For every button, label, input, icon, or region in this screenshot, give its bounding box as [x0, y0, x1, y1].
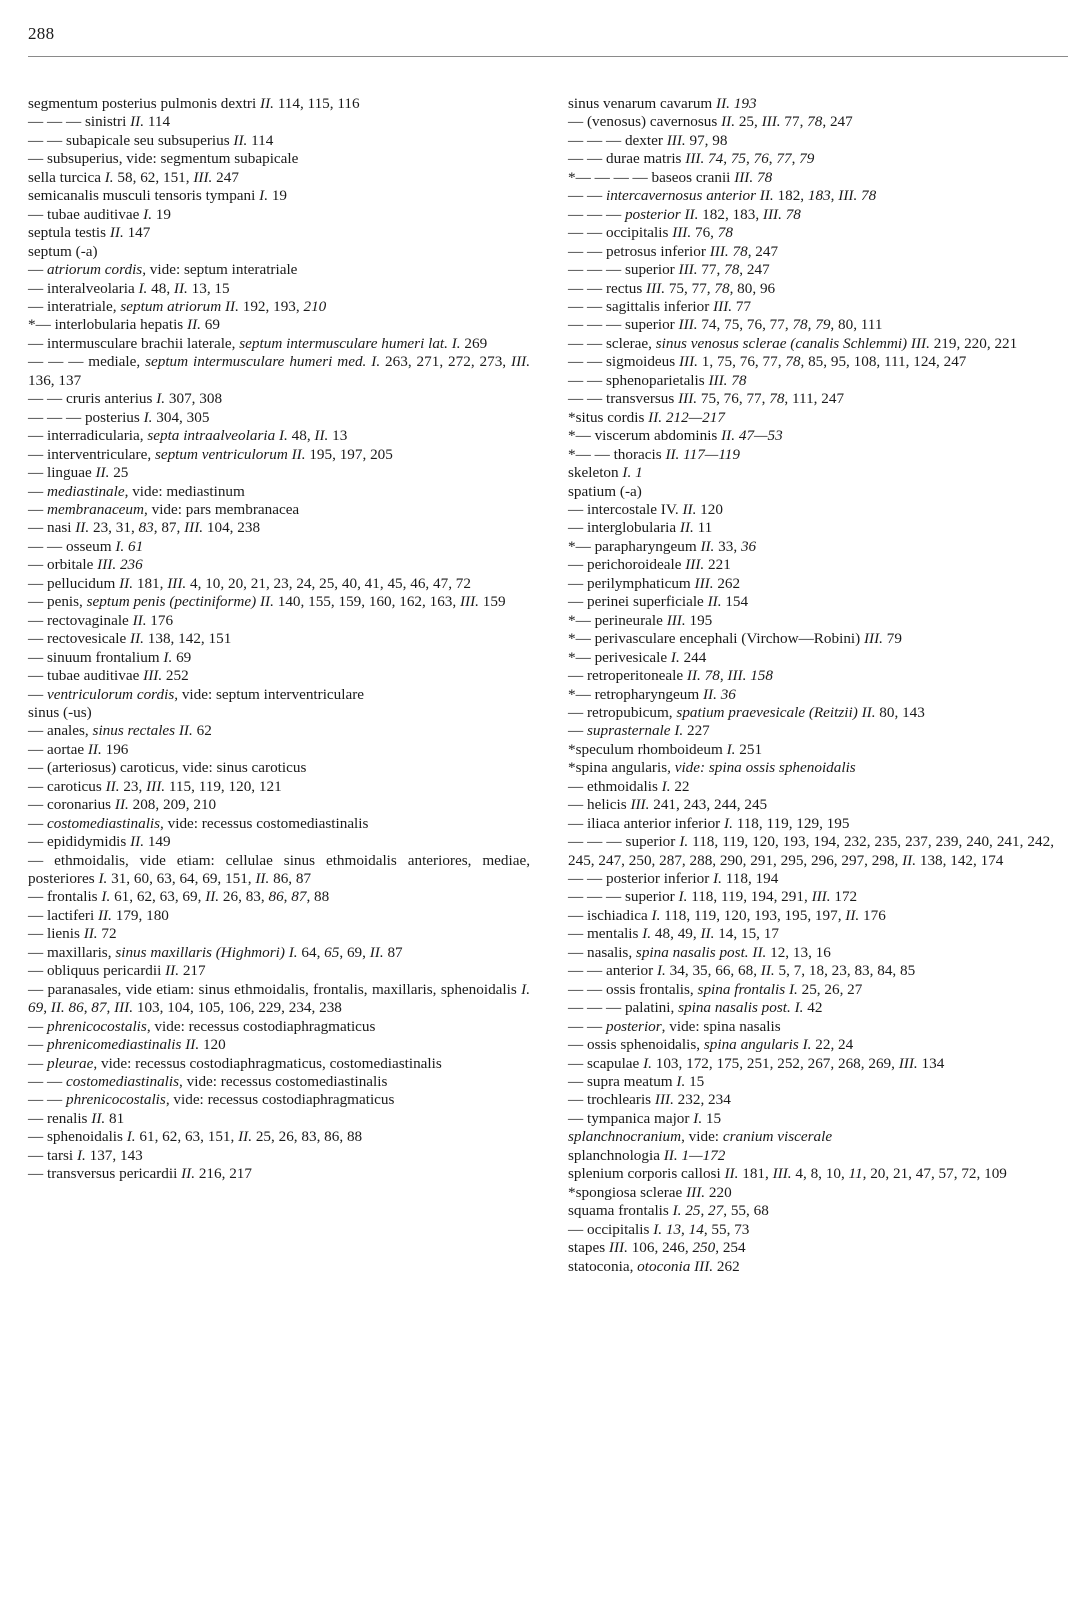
- index-entry: — subsuperius, vide: segmentum subapicale: [28, 150, 299, 168]
- index-entry: — interventriculare, septum ventriculorum II. 195, 197, 205: [28, 445, 393, 463]
- index-entry: — lactiferi II. 179, 180: [28, 906, 169, 924]
- index-entry: — rectovesicale II. 138, 142, 151: [28, 630, 232, 648]
- index-entry: — ethmoidalis I. 22: [568, 777, 690, 795]
- index-entry: *speculum rhomboideum I. 251: [568, 740, 763, 758]
- index-entry: *— perivasculare encephali (Virchow—Robini) III. 79: [568, 630, 902, 648]
- index-entry: — rectovaginale II. 176: [28, 611, 174, 629]
- index-entry: sella turcica I. 58, 62, 151, III. 247: [28, 168, 239, 186]
- index-entry: — — — superior I. 118, 119, 194, 291, III. 172: [568, 888, 858, 906]
- index-entry: — supra meatum I. 15: [568, 1073, 705, 1091]
- index-entry: — frontalis I. 61, 62, 63, 69, II. 26, 83, 86, 87, 88: [28, 888, 330, 906]
- index-entry: statoconia, otoconia III. 262: [568, 1257, 740, 1275]
- index-entry: — pellucidum II. 181, III. 4, 10, 20, 21, 23, 24, 25, 40, 41, 45, 46, 47, 72: [28, 574, 471, 592]
- index-entry: — atriorum cordis, vide: septum interatriale: [28, 261, 298, 279]
- index-entry: — retropubicum, spatium praevesicale (Reitzii) II. 80, 143: [568, 703, 925, 721]
- index-entry: *— retropharyngeum II. 36: [568, 685, 736, 703]
- index-entry: — — phrenicocostalis, vide: recessus costodiaphragmaticus: [28, 1091, 395, 1109]
- index-entry: — — transversus III. 75, 76, 77, 78, 111, 247: [568, 390, 845, 408]
- index-entry: squama frontalis I. 25, 27, 55, 68: [568, 1202, 769, 1220]
- index-entry: — ventriculorum cordis, vide: septum interventriculare: [28, 685, 365, 703]
- index-entry: *— perineurale III. 195: [568, 611, 713, 629]
- index-entry: — — subapicale seu subsuperius II. 114: [28, 131, 274, 149]
- index-entry: — interradicularia, septa intraalveolaria I. 48, II. 13: [28, 427, 348, 445]
- index-entry: skeleton I. 1: [568, 464, 643, 482]
- index-entry: — lienis II. 72: [28, 925, 117, 943]
- index-entry: — ischiadica I. 118, 119, 120, 193, 195, 197, II. 176: [568, 906, 886, 924]
- index-entry: — (venosus) cavernosus II. 25, III. 77, 78, 247: [568, 113, 853, 131]
- index-entry: stapes III. 106, 246, 250, 254: [568, 1239, 746, 1257]
- index-entry: — interglobularia II. 11: [568, 519, 713, 537]
- index-entry: spatium (-a): [568, 482, 642, 500]
- index-entry: — orbitale III. 236: [28, 556, 143, 574]
- index-entry: — renalis II. 81: [28, 1109, 125, 1127]
- index-entry: — trochlearis III. 232, 234: [568, 1091, 731, 1109]
- index-entry: *— perivesicale I. 244: [568, 648, 707, 666]
- index-entry: splenium corporis callosi II. 181, III. 4, 8, 10, 11, 20, 21, 47, 57, 72, 109: [568, 1165, 1007, 1183]
- index-entry: splanchnologia II. 1—172: [568, 1146, 726, 1164]
- index-entry: — epididymidis II. 149: [28, 833, 171, 851]
- index-entry: — iliaca anterior inferior I. 118, 119, 129, 195: [568, 814, 850, 832]
- index-entry: sinus venarum cavarum II. 193: [568, 95, 757, 112]
- index-entry: *spina angularis, vide: spina ossis sphenoidalis: [568, 759, 856, 777]
- index-entry: — — costomediastinalis, vide: recessus costomediastinalis: [28, 1073, 388, 1091]
- index-entry: — tubae auditivae I. 19: [28, 205, 171, 223]
- index-column-right: [568, 95, 1054, 1276]
- index-entry: — — posterior, vide: spina nasalis: [568, 1017, 781, 1035]
- header-rule: [28, 56, 1068, 57]
- index-entry: — intermusculare brachii laterale, septum intermusculare humeri lat. I. 269: [28, 334, 488, 352]
- index-entry: sinus (-us): [28, 703, 92, 721]
- index-entry: — perichoroideale III. 221: [568, 556, 731, 574]
- index-entry: — — ossis frontalis, spina frontalis I. 25, 26, 27: [568, 980, 863, 998]
- index-entry: — — cruris anterius I. 307, 308: [28, 390, 223, 408]
- index-entry: splanchnocranium, vide: cranium viscerale: [568, 1128, 833, 1146]
- index-entry: — phrenicocostalis, vide: recessus costodiaphragmaticus: [28, 1017, 376, 1035]
- index-entry: — sphenoidalis I. 61, 62, 63, 151, II. 25, 26, 83, 86, 88: [28, 1128, 363, 1146]
- index-entry: — perinei superficiale II. 154: [568, 593, 749, 611]
- index-entry: — nasalis, spina nasalis post. II. 12, 13, 16: [568, 943, 831, 961]
- index-entry: — — sigmoideus III. 1, 75, 76, 77, 78, 85, 95, 108, 111, 124, 247: [568, 353, 967, 371]
- index-entry: — occipitalis I. 13, 14, 55, 73: [568, 1220, 750, 1238]
- index-entry: — — rectus III. 75, 77, 78, 80, 96: [568, 279, 776, 297]
- index-entry: — obliquus pericardii II. 217: [28, 962, 206, 980]
- index-entry: — — — mediale, septum intermusculare humeri med. I. 263, 271, 272, 273, III. 136, 137: [28, 353, 530, 389]
- index-entry: — anales, sinus rectales II. 62: [28, 722, 212, 740]
- index-column-left: [28, 95, 530, 1184]
- index-entry: — penis, septum penis (pectiniforme) II. 140, 155, 159, 160, 162, 163, III. 159: [28, 593, 506, 611]
- index-entry: septula testis II. 147: [28, 224, 151, 242]
- index-entry: — — intercavernosus anterior II. 182, 183, III. 78: [568, 187, 877, 205]
- index-entry: — — petrosus inferior III. 78, 247: [568, 242, 779, 260]
- index-entry: — retroperitoneale II. 78, III. 158: [568, 667, 773, 685]
- index-entry: — — — superior I. 118, 119, 120, 193, 194, 232, 235, 237, 239, 240, 241, 242, 245, 247, 250, 287, 288, 290, 291, 295, 296, 297, 298, II. 138, 142, 174: [568, 833, 1054, 869]
- index-entry: — — — superior III. 74, 75, 76, 77, 78, 79, 80, 111: [568, 316, 883, 334]
- index-entry: *— — thoracis II. 117—119: [568, 445, 740, 463]
- index-entry: *— parapharyngeum II. 33, 36: [568, 537, 757, 555]
- index-entry: — — — posterior II. 182, 183, III. 78: [568, 205, 801, 223]
- index-entry: — — — superior III. 77, 78, 247: [568, 261, 770, 279]
- index-entry: — phrenicomediastinalis II. 120: [28, 1036, 226, 1054]
- index-entry: — tympanica major I. 15: [568, 1109, 722, 1127]
- index-entry: — — durae matris III. 74, 75, 76, 77, 79: [568, 150, 815, 168]
- index-entry: — — occipitalis III. 76, 78: [568, 224, 733, 242]
- index-entry: — interalveolaria I. 48, II. 13, 15: [28, 279, 230, 297]
- index-entry: — — — dexter III. 97, 98: [568, 131, 728, 149]
- index-entry: *— — — — baseos cranii III. 78: [568, 168, 773, 186]
- index-entry: — membranaceum, vide: pars membranacea: [28, 500, 300, 518]
- index-entry: — aortae II. 196: [28, 740, 129, 758]
- index-entry: — mentalis I. 48, 49, II. 14, 15, 17: [568, 925, 779, 943]
- index-entry: — — sagittalis inferior III. 77: [568, 297, 752, 315]
- page-number: 288: [28, 24, 55, 43]
- index-entry: — intercostale IV. II. 120: [568, 500, 723, 518]
- index-entry: septum (-a): [28, 242, 98, 260]
- index-entry: — — sphenoparietalis III. 78: [568, 371, 747, 389]
- index-entry: — sinuum frontalium I. 69: [28, 648, 192, 666]
- index-entry: — linguae II. 25: [28, 464, 129, 482]
- index-entry: — interatriale, septum atriorum II. 192, 193, 210: [28, 297, 327, 315]
- index-entry: — scapulae I. 103, 172, 175, 251, 252, 267, 268, 269, III. 134: [568, 1054, 945, 1072]
- index-entry: — suprasternale I. 227: [568, 722, 710, 740]
- index-entry: — — osseum I. 61: [28, 537, 144, 555]
- index-entry: — caroticus II. 23, III. 115, 119, 120, 121: [28, 777, 282, 795]
- index-entry: — tarsi I. 137, 143: [28, 1146, 143, 1164]
- index-entry: — — — palatini, spina nasalis post. I. 42: [568, 999, 823, 1017]
- index-entry: — — posterior inferior I. 118, 194: [568, 870, 779, 888]
- index-entry: — perilymphaticum III. 262: [568, 574, 741, 592]
- index-entry: — ossis sphenoidalis, spina angularis I. 22, 24: [568, 1036, 854, 1054]
- index-entry: — — anterior I. 34, 35, 66, 68, II. 5, 7, 18, 23, 83, 84, 85: [568, 962, 916, 980]
- index-entry: *— viscerum abdominis II. 47—53: [568, 427, 783, 445]
- index-entry: — transversus pericardii II. 216, 217: [28, 1165, 252, 1183]
- index-entry: — helicis III. 241, 243, 244, 245: [568, 796, 768, 814]
- index-entry: *— interlobularia hepatis II. 69: [28, 316, 220, 334]
- index-entry: — mediastinale, vide: mediastinum: [28, 482, 245, 500]
- index-entry: segmentum posterius pulmonis dextri II. 114, 115, 116: [28, 95, 360, 112]
- index-entry: — (arteriosus) caroticus, vide: sinus caroticus: [28, 759, 307, 777]
- index-entry: — paranasales, vide etiam: sinus ethmoidalis, frontalis, maxillaris, sphenoidalis I. 69, II. 86, 87, III. 103, 104, 105, 106, 229, 234, 238: [28, 980, 530, 1017]
- index-entry: — maxillaris, sinus maxillaris (Highmori) I. 64, 65, 69, II. 87: [28, 943, 403, 961]
- index-entry: — coronarius II. 208, 209, 210: [28, 796, 217, 814]
- index-entry: semicanalis musculi tensoris tympani I. 19: [28, 187, 287, 205]
- index-entry: — nasi II. 23, 31, 83, 87, III. 104, 238: [28, 519, 261, 537]
- index-entry: — costomediastinalis, vide: recessus costomediastinalis: [28, 814, 369, 832]
- index-entry: — pleurae, vide: recessus costodiaphragmaticus, costomediastinalis: [28, 1054, 442, 1072]
- index-entry: — — — posterius I. 304, 305: [28, 408, 210, 426]
- index-entry: *situs cordis II. 212—217: [568, 408, 725, 426]
- index-entry: — tubae auditivae III. 252: [28, 667, 189, 685]
- index-entry: — ethmoidalis, vide etiam: cellulae sinus ethmoidalis anteriores, mediae, posteriores I. 31, 60, 63, 64, 69, 151, II. 86, 87: [28, 851, 530, 888]
- index-entry: — — sclerae, sinus venosus sclerae (canalis Schlemmi) III. 219, 220, 221: [568, 334, 1018, 352]
- index-entry: *spongiosa sclerae III. 220: [568, 1183, 732, 1201]
- index-entry: — — — sinistri II. 114: [28, 113, 171, 131]
